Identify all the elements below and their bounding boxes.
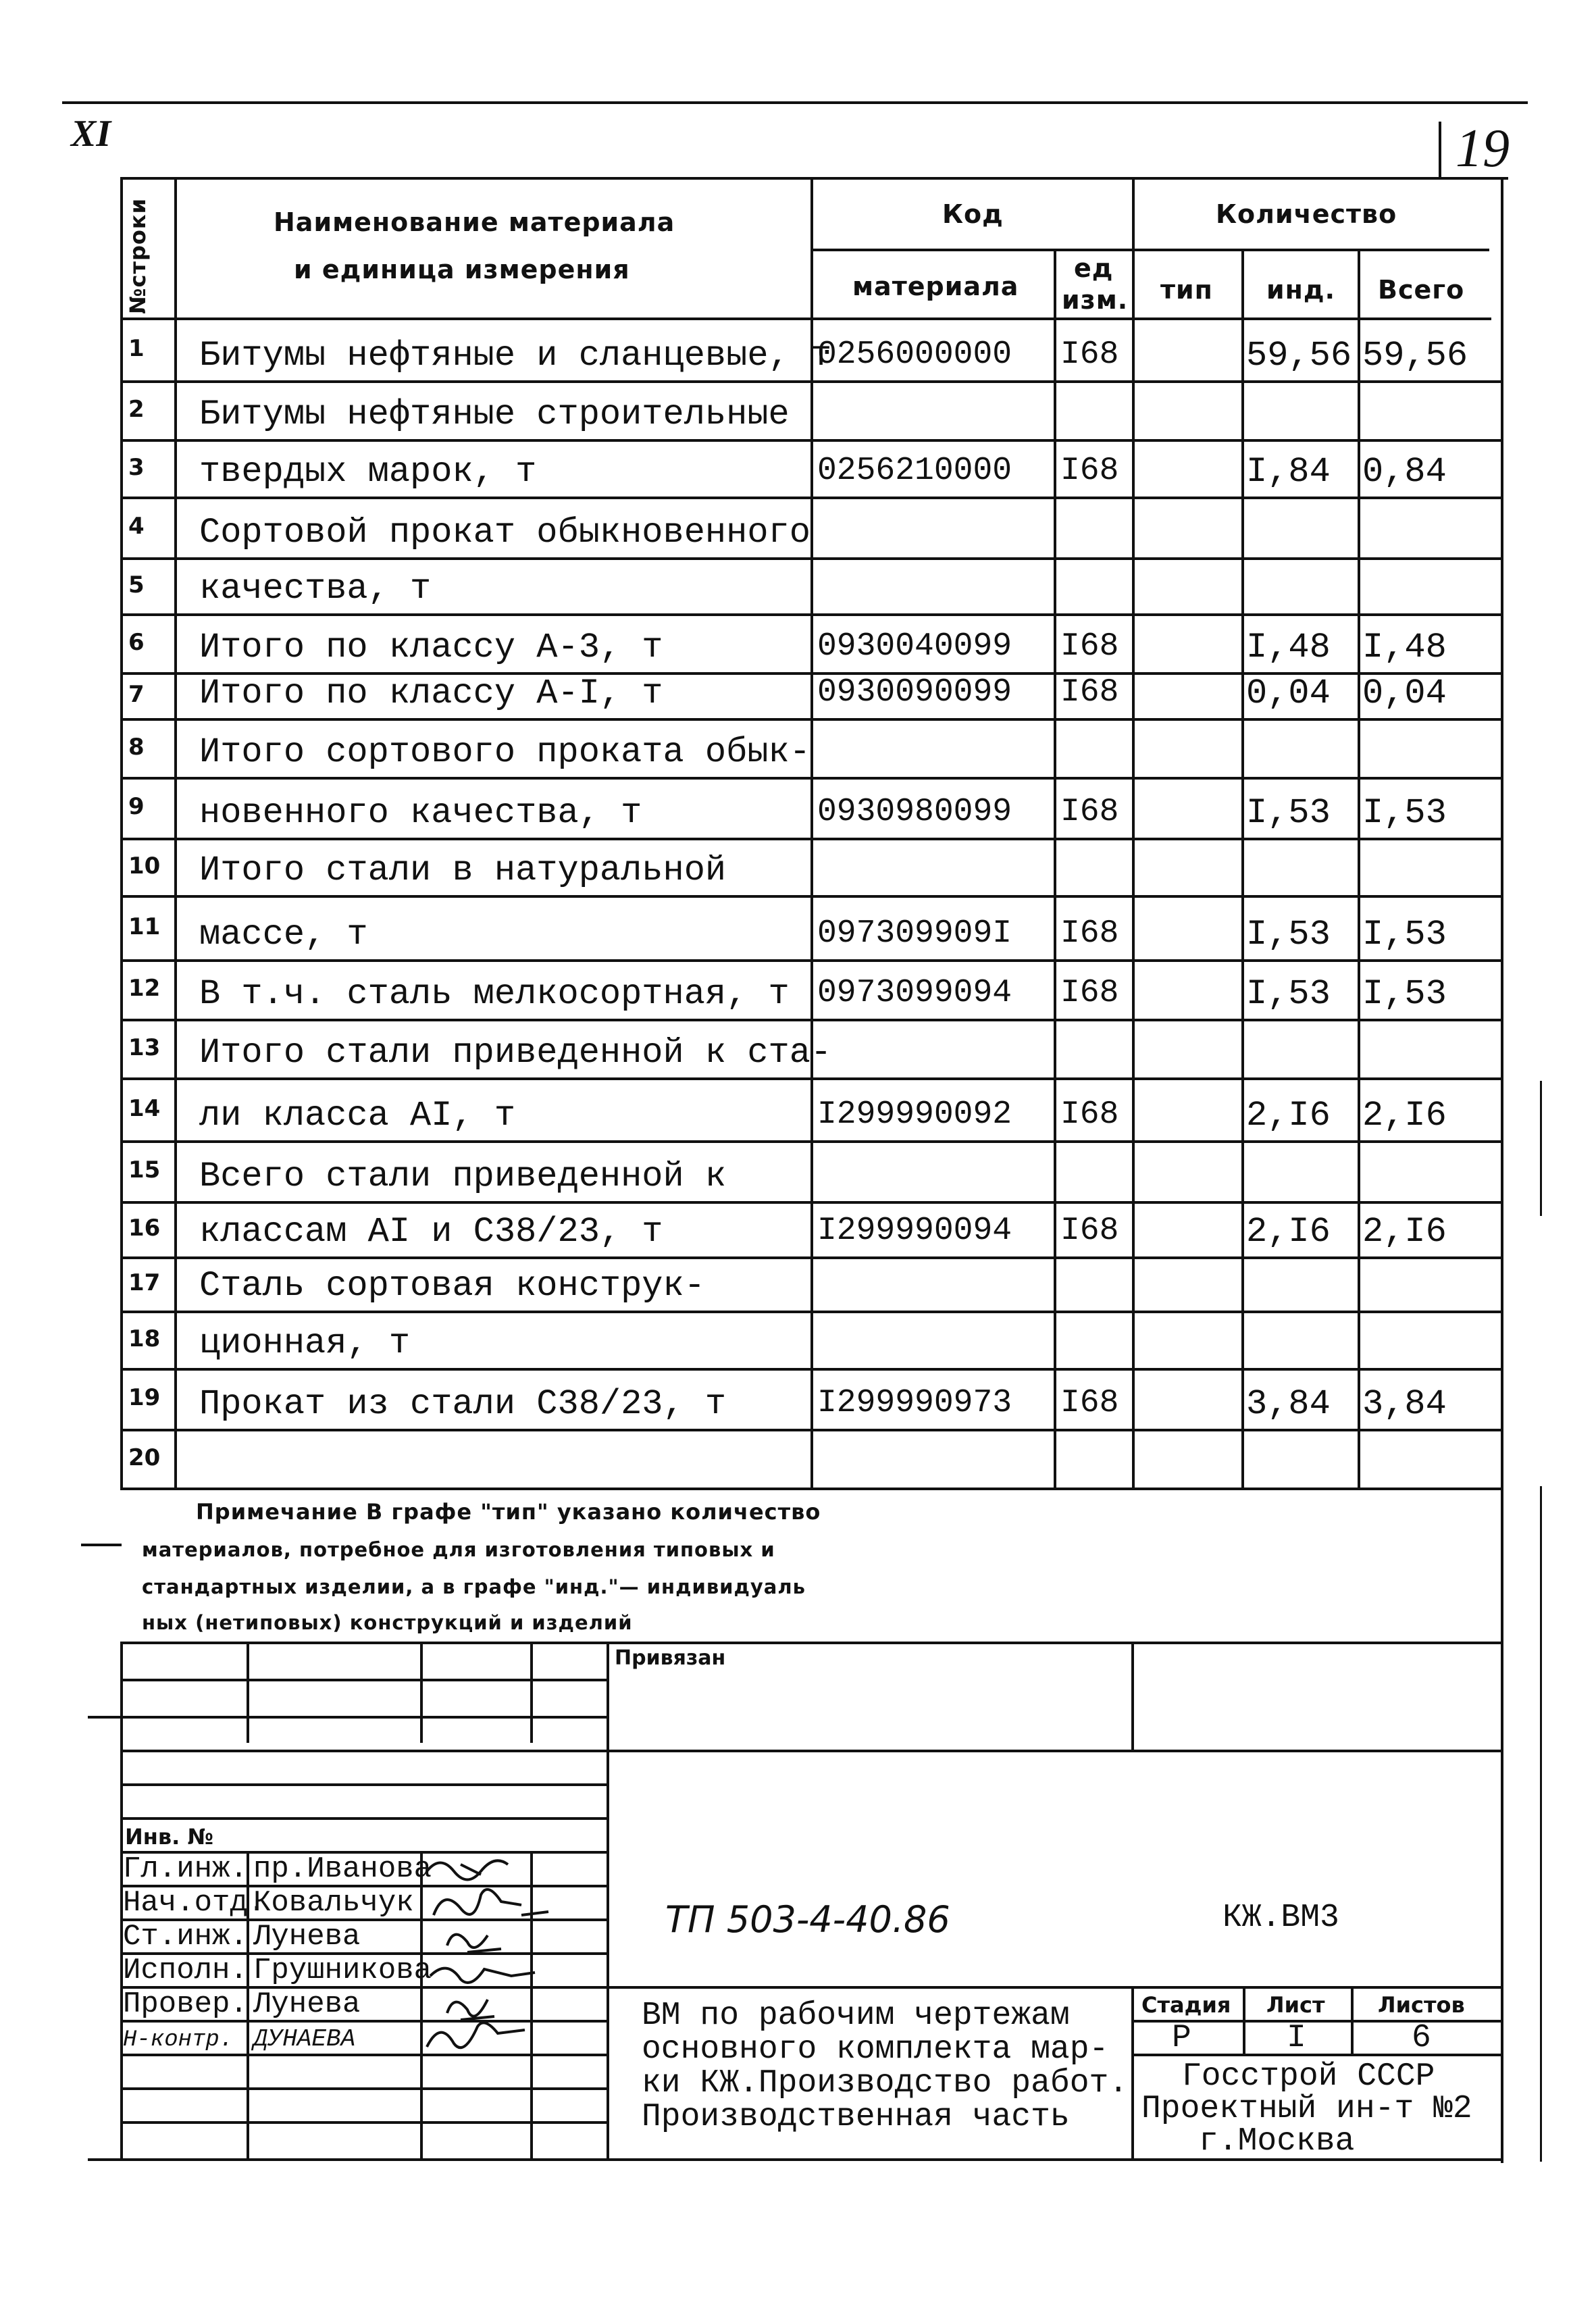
sheet-number-divider	[1439, 122, 1441, 179]
qty-total: 0,84	[1362, 452, 1447, 492]
row-number: 8	[128, 733, 145, 761]
material-name: ли класса АI, т	[199, 1096, 516, 1136]
unit-code: I68	[1060, 975, 1119, 1011]
row-number: 9	[128, 793, 145, 820]
unit-code: I68	[1060, 1096, 1119, 1133]
staff-name: Лунева	[253, 1987, 361, 2021]
description-line-1: ВМ по рабочим чертежам	[642, 1998, 1070, 2034]
material-code: I299990973	[817, 1385, 1012, 1421]
material-name: Итого стали в натуральной	[199, 850, 727, 890]
staff-name: Ковальчук	[253, 1886, 414, 1920]
org-line-2: Проектный ин-т №2	[1141, 2091, 1472, 2127]
org-line-3: г.Москва	[1199, 2123, 1355, 2160]
staff-role: Провер.	[123, 1987, 248, 2021]
material-code: 0256000000	[817, 336, 1012, 373]
description-line-4: Производственная часть	[642, 2099, 1070, 2135]
staff-name: пр.Иванова	[253, 1852, 432, 1886]
qty-ind: I,84	[1246, 452, 1331, 492]
material-code: I299990094	[817, 1213, 1012, 1249]
row-number: 12	[128, 975, 161, 1002]
row-number: 5	[128, 571, 145, 599]
row-number: 14	[128, 1094, 161, 1122]
signatures	[420, 1851, 609, 2054]
header-row-no: №строки	[125, 197, 151, 314]
scan-edge-mark	[1540, 1486, 1542, 2162]
qty-ind: I,48	[1246, 628, 1331, 667]
material-code: I299990092	[817, 1096, 1012, 1133]
material-name: классам АI и С38/23, т	[199, 1212, 663, 1252]
staff-name: Грушникова	[253, 1954, 432, 1987]
material-name: Итого по классу А-I, т	[199, 673, 663, 713]
header-code-unit-1: ед	[1074, 253, 1114, 283]
header-quantity: Количество	[1216, 199, 1397, 229]
qty-ind: 2,I6	[1246, 1212, 1331, 1252]
unit-code: I68	[1060, 1385, 1119, 1421]
sheet-label: Лист	[1266, 1992, 1325, 2018]
material-name: В т.ч. сталь мелкосортная, т	[199, 974, 790, 1014]
staff-role: Н-контр.	[123, 2027, 234, 2053]
row-number: 15	[128, 1156, 161, 1184]
staff-name: ДУНАЕВА	[253, 2025, 356, 2053]
row-number: 4	[128, 513, 145, 540]
material-name: качества, т	[199, 569, 432, 609]
qty-ind: 59,56	[1246, 336, 1352, 376]
note-line-2: материалов, потребное для изготовления типовых и	[142, 1538, 775, 1561]
material-name: Итого стали приведенной к ста-	[199, 1033, 832, 1073]
qty-total: I,53	[1362, 974, 1447, 1014]
description-line-2: основного комплекта мар-	[642, 2031, 1109, 2068]
qty-total: 3,84	[1362, 1384, 1447, 1424]
staff-name: Лунева	[253, 1920, 361, 1954]
material-code: 0930040099	[817, 628, 1012, 665]
corner-mark: XI	[71, 113, 111, 155]
header-qty-total: Всего	[1378, 275, 1465, 305]
material-name: Итого по классу А-3, т	[199, 628, 663, 667]
privyazan-label: Привязан	[615, 1646, 726, 1670]
header-code: Код	[942, 199, 1004, 229]
description-line-3: ки КЖ.Производство работ.	[642, 2065, 1129, 2102]
inv-no-label: Инв. №	[125, 1824, 213, 1850]
qty-ind: 2,I6	[1246, 1096, 1331, 1136]
qty-total: 59,56	[1362, 336, 1468, 376]
row-number: 10	[128, 852, 161, 880]
header-name-line2: и единица измерения	[294, 255, 630, 284]
row-number: 19	[128, 1384, 161, 1411]
material-code: 0930980099	[817, 794, 1012, 830]
stage-value: Р	[1172, 2020, 1191, 2056]
sheet-number: 19	[1456, 119, 1510, 178]
unit-code: I68	[1060, 1213, 1119, 1249]
unit-code: I68	[1060, 336, 1119, 373]
staff-role: Нач.отд.	[123, 1886, 266, 1920]
qty-ind: I,53	[1246, 974, 1331, 1014]
row-number: 3	[128, 453, 145, 481]
qty-total: 2,I6	[1362, 1096, 1447, 1136]
row-number: 13	[128, 1034, 161, 1061]
sheets-value: 6	[1412, 2020, 1431, 2056]
row-number: 7	[128, 681, 145, 708]
material-name: Всего стали приведенной к	[199, 1156, 727, 1196]
note-line-1: Примечание В графе "тип" указано количество	[196, 1499, 821, 1525]
material-name: массе, т	[199, 915, 368, 955]
header-qty-ind: инд.	[1266, 275, 1336, 305]
material-name: Итого сортового проката обык-	[199, 732, 810, 772]
header-code-unit-2: изм.	[1062, 285, 1129, 315]
qty-total: 2,I6	[1362, 1212, 1447, 1252]
material-code: 0930090099	[817, 674, 1012, 711]
doc-mark: КЖ.ВМ3	[1222, 1900, 1339, 1936]
doc-code: ТП 503-4-40.86	[665, 1898, 950, 1941]
row-number: 1	[128, 334, 145, 362]
qty-ind: I,53	[1246, 915, 1331, 955]
qty-total: I,48	[1362, 628, 1447, 667]
material-name: ционная, т	[199, 1323, 411, 1363]
material-name: Битумы нефтяные строительные	[199, 395, 790, 434]
material-name: Сталь сортовая конструк-	[199, 1266, 705, 1306]
material-name: Сортовой прокат обыкновенного	[199, 513, 810, 553]
qty-ind: 0,04	[1246, 673, 1331, 713]
top-rule	[62, 101, 1528, 104]
row-number: 11	[128, 913, 161, 940]
header-qty-type: тип	[1160, 275, 1213, 305]
material-code: 097309909I	[817, 915, 1012, 952]
qty-total: I,53	[1362, 793, 1447, 833]
unit-code: I68	[1060, 628, 1119, 665]
material-name: Битумы нефтяные и сланцевые, т	[199, 336, 832, 376]
material-name: новенного качества, т	[199, 793, 642, 833]
material-name: твердых марок, т	[199, 452, 537, 492]
unit-code: I68	[1060, 674, 1119, 711]
note-line-4: ных (нетиповых) конструкций и изделий	[142, 1611, 633, 1634]
staff-role: Ст.инж.	[123, 1920, 248, 1954]
material-code: 0973099094	[817, 975, 1012, 1011]
qty-total: 0,04	[1362, 673, 1447, 713]
qty-total: I,53	[1362, 915, 1447, 955]
row-number: 18	[128, 1325, 161, 1352]
row-number: 20	[128, 1444, 161, 1471]
sheet-value: I	[1287, 2020, 1306, 2056]
material-name: Прокат из стали С38/23, т	[199, 1384, 727, 1424]
row-number: 2	[128, 395, 145, 423]
scan-edge-mark	[1540, 1081, 1542, 1216]
header-code-material: материала	[852, 272, 1019, 301]
unit-code: I68	[1060, 453, 1119, 489]
org-line-1: Госстрой СССР	[1182, 2058, 1435, 2095]
row-number: 16	[128, 1215, 161, 1242]
qty-ind: 3,84	[1246, 1384, 1331, 1424]
staff-role: Гл.инж.	[123, 1852, 248, 1886]
qty-ind: I,53	[1246, 793, 1331, 833]
row-number: 17	[128, 1269, 161, 1296]
unit-code: I68	[1060, 794, 1119, 830]
note-line-3: стандартных изделии, а в графе "инд."— индивидуаль	[142, 1575, 806, 1598]
material-code: 0256210000	[817, 453, 1012, 489]
header-name-line1: Наименование материала	[274, 207, 675, 237]
stage-label: Стадия	[1141, 1992, 1231, 2018]
row-number: 6	[128, 628, 145, 656]
sheets-label: Листов	[1378, 1992, 1465, 2018]
unit-code: I68	[1060, 915, 1119, 952]
staff-role: Исполн.	[123, 1954, 248, 1987]
